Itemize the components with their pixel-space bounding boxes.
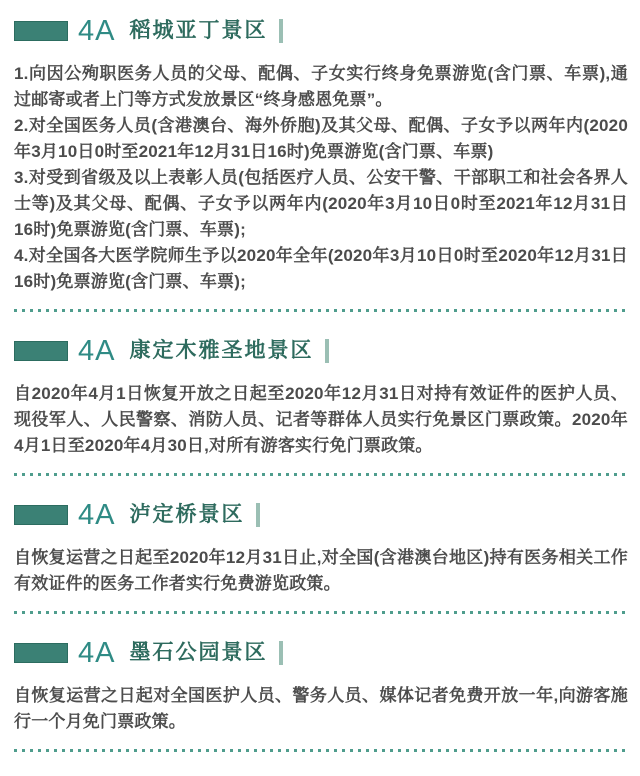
section-body (14, 683, 628, 735)
dotted-separator (14, 473, 628, 476)
dotted-separator (14, 309, 628, 312)
section-kangding-muya (14, 335, 628, 459)
section-header (14, 637, 628, 669)
title-divider-bar (256, 503, 260, 527)
section-title: 康定木雅圣地景区 (129, 339, 314, 362)
section-body (14, 381, 628, 459)
section-header (14, 15, 628, 47)
teal-block-marker (14, 643, 68, 663)
teal-block-marker (14, 505, 68, 525)
policy-paragraph: 2.对全国医务人员(含港澳台、海外侨胞)及其父母、配偶、子女予以两年内(2020年3月10日0时至2021年12月31日16时)免票游览(含门票、车票) (14, 116, 628, 161)
policy-paragraph: 1.向因公殉职医务人员的父母、配偶、子女实行终身免票游览(含门票、车票),通过邮寄或者上门等方式发放景区“终身感恩免票”。 (14, 64, 628, 109)
teal-block-marker (14, 341, 68, 361)
teal-block-marker (14, 21, 68, 41)
section-daocheng-yading (14, 15, 628, 295)
section-body (14, 545, 628, 597)
policy-paragraph: 3.对受到省级及以上表彰人员(包括医疗人员、公安干警、干部职工和社会各界人士等)及其父母、配偶、子女予以两年内(2020年3月10日0时至2021年12月31日16时)免票游览(含门票、车票); (14, 168, 628, 239)
section-header (14, 335, 628, 367)
rating-badge: 4A (78, 15, 116, 47)
dotted-separator (14, 749, 628, 752)
policy-paragraph: 自恢复运营之日起至2020年12月31日止,对全国(含港澳台地区)持有医务相关工作有效证件的医务工作者实行免费游览政策。 (14, 548, 628, 593)
section-title: 稻城亚丁景区 (129, 19, 268, 42)
section-body (14, 61, 628, 295)
section-title: 墨石公园景区 (129, 641, 268, 664)
title-divider-bar (279, 641, 283, 665)
section-luding-bridge (14, 499, 628, 597)
policy-paragraph: 自恢复运营之日起对全国医护人员、警务人员、媒体记者免费开放一年,向游客施行一个月免门票政策。 (14, 686, 628, 731)
title-divider-bar (325, 339, 329, 363)
rating-badge: 4A (78, 335, 116, 367)
section-title: 泸定桥景区 (129, 503, 245, 526)
rating-badge: 4A (78, 637, 116, 669)
section-header (14, 499, 628, 531)
policy-paragraph: 4.对全国各大医学院师生予以2020年全年(2020年3月10日0时至2020年12月31日16时)免票游览(含门票、车票); (14, 246, 628, 291)
section-moshi-park (14, 637, 628, 735)
policy-paragraph: 自2020年4月1日恢复开放之日起至2020年12月31日对持有效证件的医护人员、现役军人、人民警察、消防人员、记者等群体人员实行免景区门票政策。2020年4月1日至2020年4月30日,对所有游客实行免门票政策。 (14, 384, 628, 455)
dotted-separator (14, 611, 628, 614)
rating-badge: 4A (78, 499, 116, 531)
title-divider-bar (279, 19, 283, 43)
